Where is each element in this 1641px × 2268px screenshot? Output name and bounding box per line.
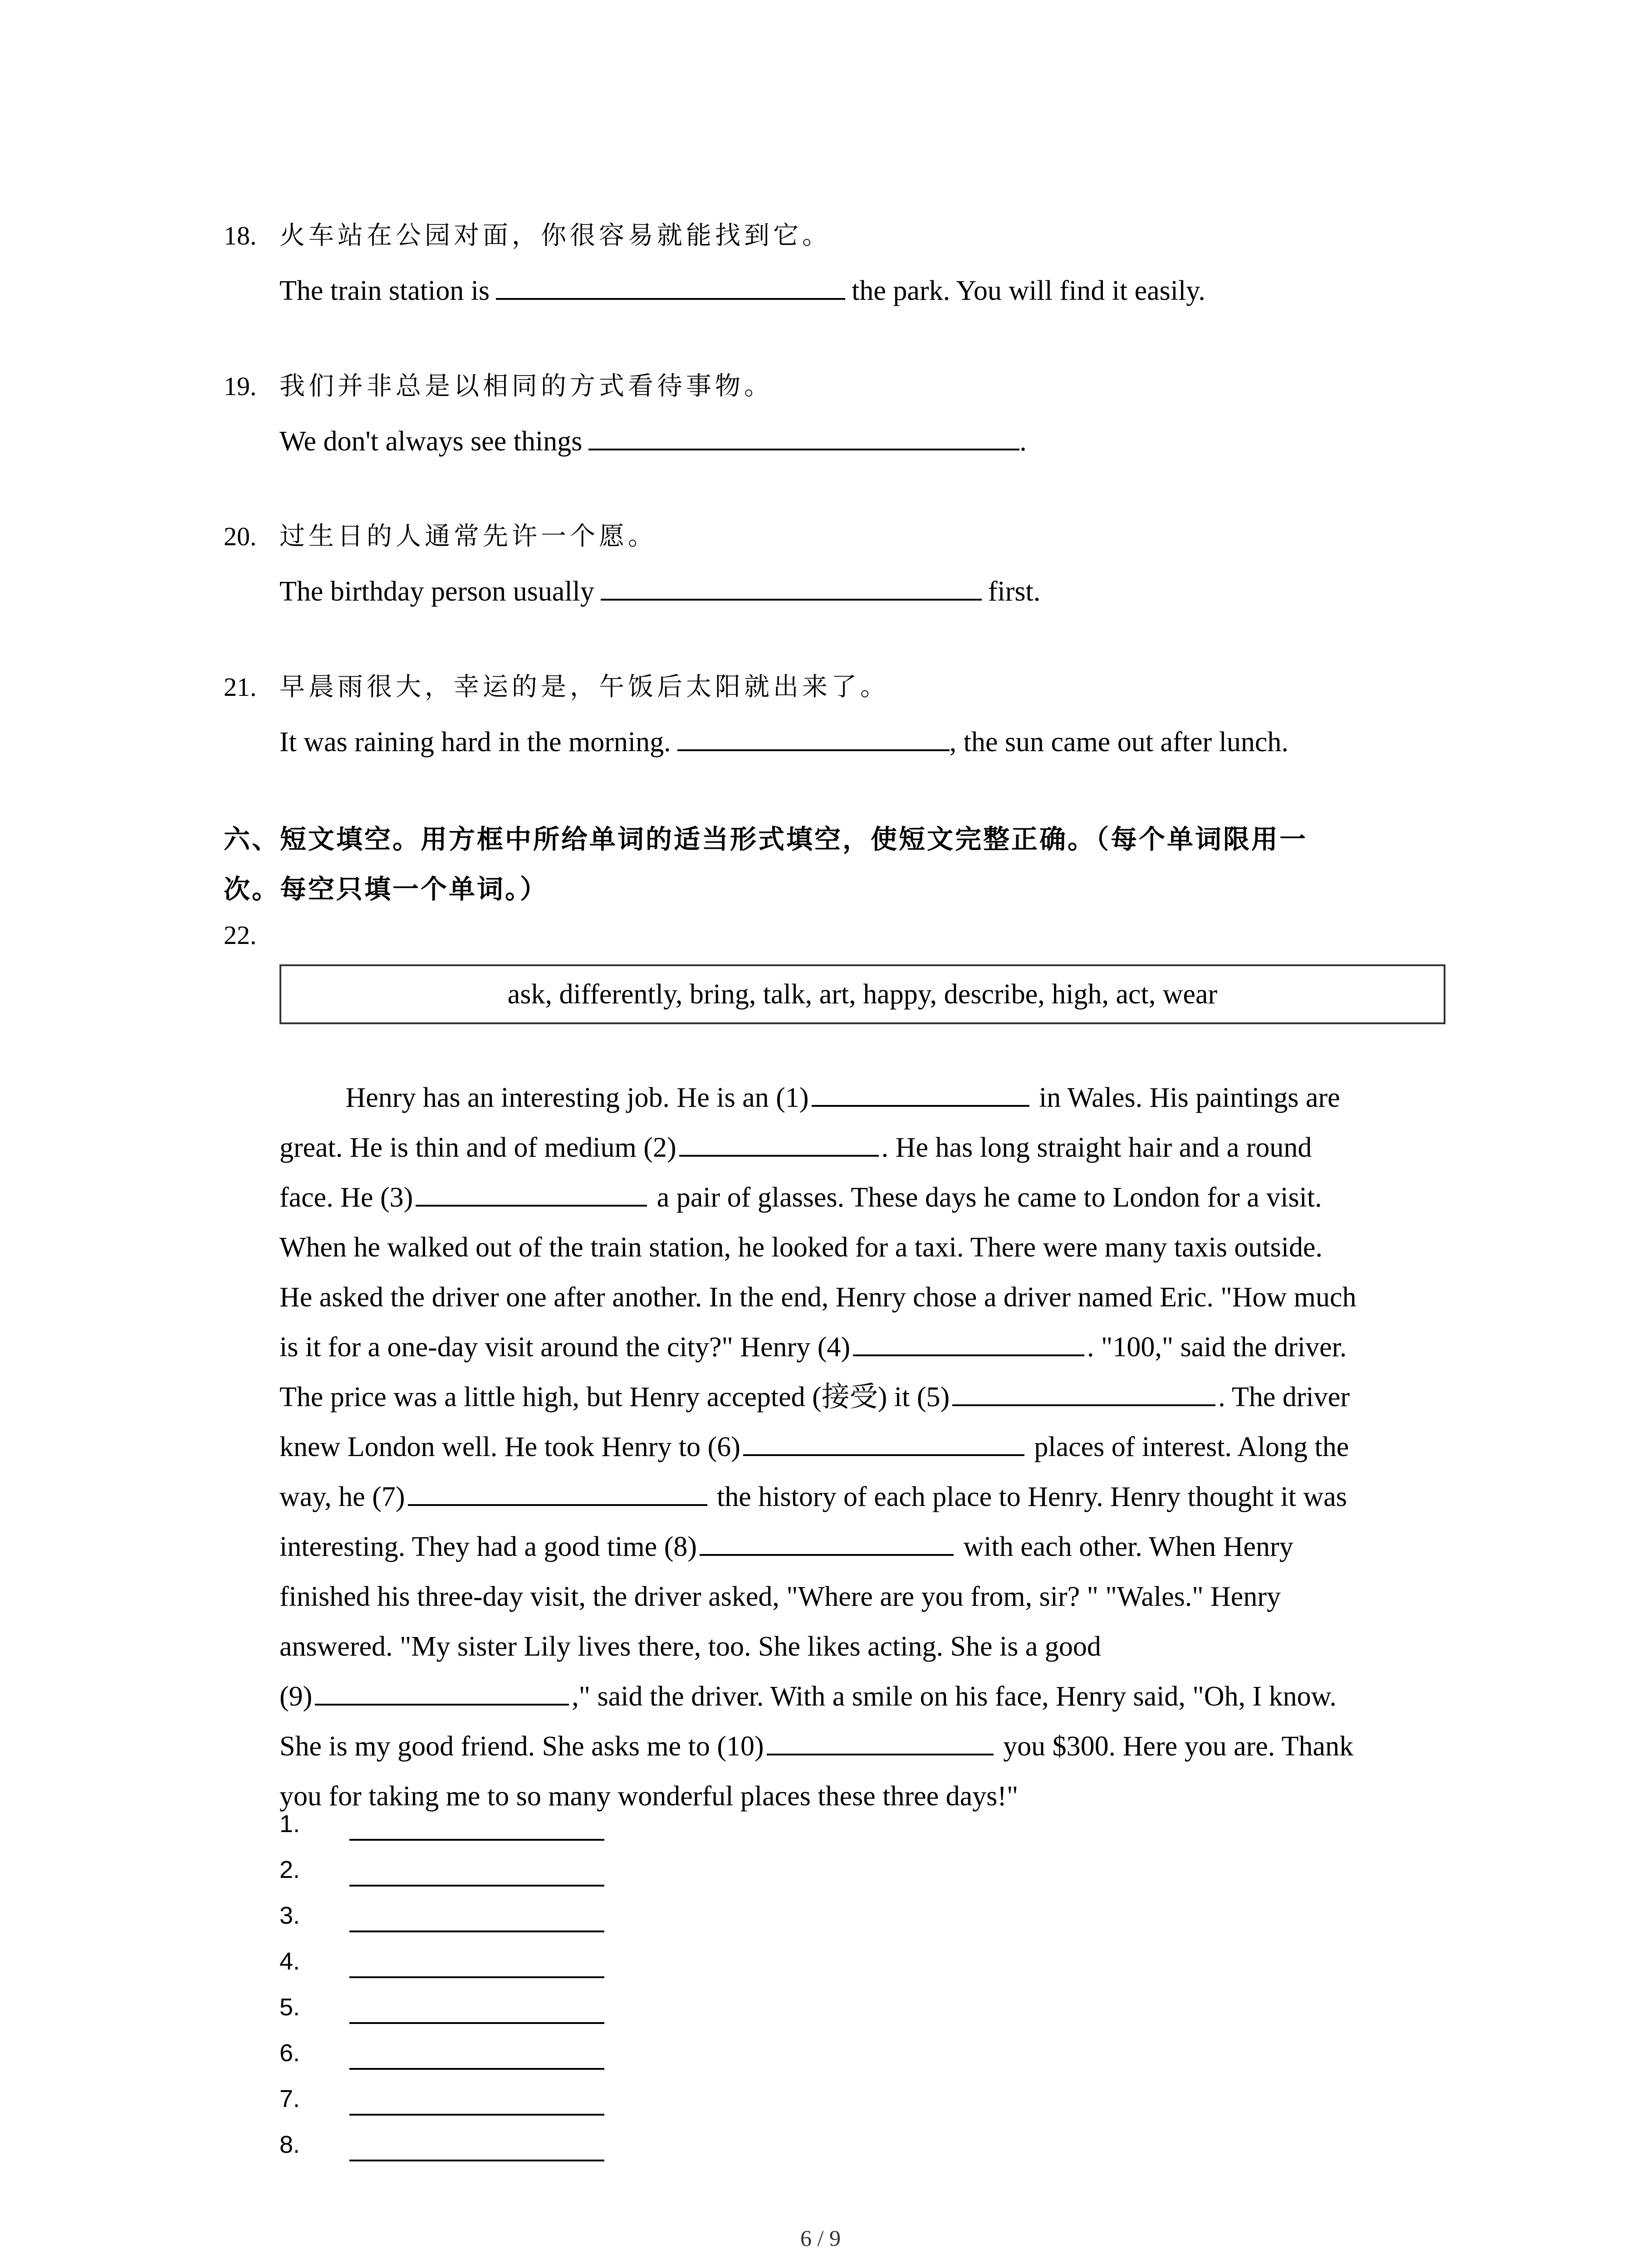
chinese-sentence: 火车站在公园对面，你很容易就能找到它。 (279, 221, 831, 250)
answer-line[interactable] (349, 2160, 604, 2161)
blank-8[interactable] (700, 1522, 954, 1556)
blank-6[interactable] (743, 1422, 1024, 1456)
passage-text: with each other. When Henry (956, 1531, 1293, 1562)
english-sentence (279, 270, 1205, 309)
passage-line (279, 1073, 1455, 1123)
passage-line (279, 1322, 1455, 1372)
passage-text: way, he (7) (279, 1481, 405, 1512)
passage-text: Henry has an interesting job. He is an (1) (338, 1082, 809, 1113)
english-sentence (279, 721, 1288, 760)
chinese-sentence: 我们并非总是以相同的方式看待事物。 (279, 371, 773, 401)
passage-line (279, 1422, 1455, 1472)
answer-blank[interactable] (496, 270, 845, 300)
answer-line[interactable] (349, 2068, 604, 2070)
sentence-end: , the sun came out after lunch. (949, 727, 1288, 758)
sentence-end: . (1019, 426, 1027, 457)
blank-9[interactable] (315, 1672, 569, 1706)
passage-text: the history of each place to Henry. Henry thought it was (710, 1481, 1347, 1512)
passage-text: interesting. They had a good time (8) (279, 1531, 697, 1562)
sentence-start: The train station is (279, 275, 490, 306)
passage-text: is it for a one-day visit around the city?" Henry (4) (279, 1332, 851, 1363)
passage-text: When he walked out of the train station, he looked for a taxi. There were many taxis outside. (279, 1232, 1323, 1263)
passage-line (279, 1272, 1455, 1322)
passage-text: The price was a little high, but Henry accepted (接受) it (5) (279, 1382, 950, 1413)
passage-text: knew London well. He took Henry to (6) (279, 1432, 740, 1462)
answer-number: 8. (279, 2131, 300, 2158)
passage-line (279, 1721, 1455, 1771)
answer-blank[interactable] (588, 420, 1019, 450)
answer-blank[interactable] (601, 571, 982, 601)
passage-line (279, 1572, 1455, 1622)
passage-line (279, 1173, 1455, 1222)
passage-text: He asked the driver one after another. In the end, Henry chose a driver named Eric. "How much (279, 1282, 1357, 1313)
passage-text: answered. "My sister Lily lives there, too. She likes acting. She is a good (279, 1631, 1101, 1662)
passage-text: ," said the driver. With a smile on his face, Henry said, "Oh, I know. (572, 1681, 1337, 1712)
passage-text: a pair of glasses. These days he came to London for a visit. (650, 1182, 1322, 1213)
question-number-22: 22. (224, 920, 257, 950)
word-bank-box (279, 964, 1445, 1024)
chinese-sentence: 过生日的人通常先许一个愿。 (279, 522, 657, 551)
passage-line (279, 1672, 1455, 1721)
answer-line[interactable] (349, 1839, 604, 1841)
sentence-start: We don't always see things (279, 426, 583, 457)
passage-text: (9) (279, 1681, 313, 1712)
answer-line[interactable] (349, 2114, 604, 2116)
answer-number: 1. (279, 1810, 300, 1838)
passage-text: in Wales. His paintings are (1032, 1082, 1340, 1113)
question-number: 18. (224, 221, 257, 250)
question-number: 20. (224, 522, 257, 551)
answer-number: 7. (279, 2085, 300, 2112)
sentence-end: first. (988, 576, 1041, 607)
passage-line (279, 1123, 1455, 1173)
answer-line[interactable] (349, 2022, 604, 2024)
question-number: 19. (224, 371, 257, 401)
answer-number: 5. (279, 1994, 300, 2021)
sentence-start: The birthday person usually (279, 576, 594, 607)
passage-line (279, 1222, 1455, 1272)
page-number: 6 / 9 (800, 2225, 841, 2251)
passage-text: finished his three-day visit, the driver asked, "Where are you from, sir? " "Wales." Henry (279, 1581, 1281, 1612)
answer-blank[interactable] (677, 721, 950, 751)
answer-line[interactable] (349, 1976, 604, 1978)
blank-1[interactable] (812, 1073, 1029, 1107)
blank-5[interactable] (952, 1373, 1215, 1406)
blank-4[interactable] (853, 1323, 1084, 1356)
word-bank-text: ask, differently, bring, talk, art, happy, describe, high, act, wear (507, 978, 1218, 1010)
passage-text: . The driver (1218, 1382, 1350, 1413)
passage-line (279, 1472, 1455, 1522)
answer-number: 2. (279, 1856, 300, 1883)
passage-line (279, 1622, 1455, 1672)
cloze-passage (279, 1073, 1455, 1821)
passage-text: places of interest. Along the (1027, 1432, 1349, 1462)
passage-line (279, 1372, 1455, 1422)
passage-text: . He has long straight hair and a round (881, 1132, 1312, 1163)
answer-line[interactable] (349, 1885, 604, 1887)
chinese-sentence: 早晨雨很大，幸运的是，午饭后太阳就出来了。 (279, 672, 889, 702)
passage-text: you $300. Here you are. Thank (996, 1731, 1354, 1762)
blank-10[interactable] (767, 1722, 994, 1755)
passage-text: . "100," said the driver. (1087, 1332, 1347, 1363)
sentence-end: the park. You will find it easily. (852, 275, 1205, 306)
blank-2[interactable] (679, 1123, 879, 1157)
passage-text: face. He (3) (279, 1182, 413, 1213)
answer-number: 6. (279, 2039, 300, 2067)
section-heading-line: 六、短文填空。用方框中所给单词的适当形式填空，使短文完整正确。（每个单词限用一 (224, 824, 1308, 855)
section-heading-line: 次。每空只填一个单词。） (224, 874, 549, 904)
passage-text: She is my good friend. She asks me to (10) (279, 1731, 764, 1762)
passage-text: you for taking me to so many wonderful places these three days!" (279, 1781, 1019, 1812)
question-number: 21. (224, 672, 257, 702)
english-sentence (279, 571, 1040, 610)
answer-number: 3. (279, 1902, 300, 1929)
english-sentence (279, 420, 1027, 459)
blank-3[interactable] (416, 1173, 647, 1207)
answer-number: 4. (279, 1948, 300, 1975)
sentence-start: It was raining hard in the morning. (279, 727, 671, 758)
section-heading (224, 814, 1449, 914)
passage-line (279, 1522, 1455, 1572)
passage-line (279, 1771, 1455, 1821)
answer-line[interactable] (349, 1931, 604, 1932)
passage-text: great. He is thin and of medium (2) (279, 1132, 676, 1163)
blank-7[interactable] (408, 1472, 707, 1506)
